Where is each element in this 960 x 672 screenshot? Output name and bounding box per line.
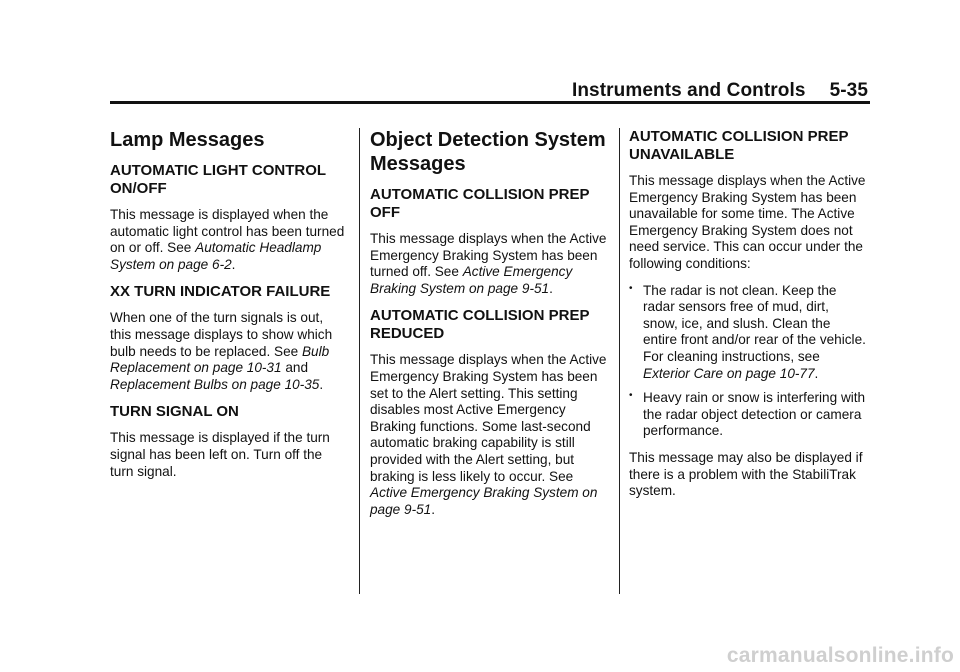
- paragraph-automatic-light-control: This message is displayed when the automatic light control has been turned on or off. See Automatic Headlamp System on page 6-2.: [110, 207, 345, 272]
- section-title: Instruments and Controls: [571, 80, 806, 101]
- reference-link[interactable]: Bulb Replacement on page 10-31: [110, 343, 330, 376]
- paragraph-collision-prep-off: This message displays when the Active Emergency Braking System has been turned off. See Active Emergency Braking System on page 9-51.: [370, 231, 607, 296]
- reference-link[interactable]: Exterior Care on page 10-77: [643, 365, 815, 381]
- column-3: [629, 128, 867, 510]
- reference-link[interactable]: Automatic Headlamp System on page 6-2: [110, 240, 322, 272]
- paragraph-turn-signal-on: This message is displayed if the turn signal has been left on. Turn off the turn signal.: [110, 430, 330, 479]
- heading-turn-signal-on: TURN SIGNAL ON: [110, 403, 239, 421]
- paragraph-stabilitrak: This message may also be displayed if there is a problem with the StabiliTrak system.: [629, 449, 863, 499]
- page-number: 5-35: [829, 80, 868, 101]
- column-divider-2: [619, 128, 620, 594]
- column-divider-1: [359, 128, 360, 594]
- conditions-list: [629, 283, 867, 440]
- watermark: carmanualsonline.info: [726, 644, 954, 667]
- list-item: • The radar is not clean. Keep the radar sensors free of mud, dirt, snow, ice, and slush. Clean the entire front and/or rear of the vehicle. For cleaning instructions, see Exterior Care on page 10-77.: [629, 282, 866, 381]
- heading-automatic-light-control: AUTOMATIC LIGHT CONTROL ON/OFF: [110, 162, 326, 197]
- heading-collision-prep-reduced: AUTOMATIC COLLISION PREP REDUCED: [370, 307, 590, 343]
- reference-link[interactable]: Replacement Bulbs on page 10-35: [110, 376, 320, 392]
- section-title-object-detection: Object Detection System Messages: [370, 129, 606, 175]
- paragraph-collision-prep-unavailable: This message displays when the Active Emergency Braking System has been unavailable for some time. The Active Emergency Braking System does not need service. This can occur under the following conditions:: [629, 173, 866, 271]
- reference-link[interactable]: Active Emergency Braking System on page 9-51: [370, 485, 598, 517]
- heading-turn-indicator-failure: XX TURN INDICATOR FAILURE: [110, 283, 331, 301]
- column-1: [110, 128, 348, 490]
- header-rule: [110, 101, 870, 104]
- heading-collision-prep-unavailable: AUTOMATIC COLLISION PREP UNAVAILABLE: [629, 128, 849, 163]
- column-2: [370, 128, 608, 528]
- section-title-lamp-messages: Lamp Messages: [110, 129, 265, 151]
- bullet-icon: •: [629, 390, 633, 402]
- paragraph-turn-indicator-failure: When one of the turn signals is out, this message displays to show which bulb needs to be replaced. See Bulb Replacement on page 10-31 and Replacement Bulbs on page 10-35.: [110, 310, 333, 392]
- paragraph-collision-prep-reduced: This message displays when the Active Emergency Braking System has been set to the Alert setting. This setting disables most Active Emergency Braking functions. Some last-second automatic braking capability is still provided with the Alert setting, but braking is less likely to occur. See Active Emergency Braking System on page 9-51.: [370, 352, 607, 517]
- bullet-icon: •: [629, 282, 633, 294]
- reference-link[interactable]: Active Emergency Braking System on page 9-51: [370, 264, 573, 296]
- list-item: • Heavy rain or snow is interfering with the radar object detection or camera performance.: [629, 390, 866, 439]
- page-header: [110, 80, 868, 102]
- heading-collision-prep-off: AUTOMATIC COLLISION PREP OFF: [370, 186, 590, 221]
